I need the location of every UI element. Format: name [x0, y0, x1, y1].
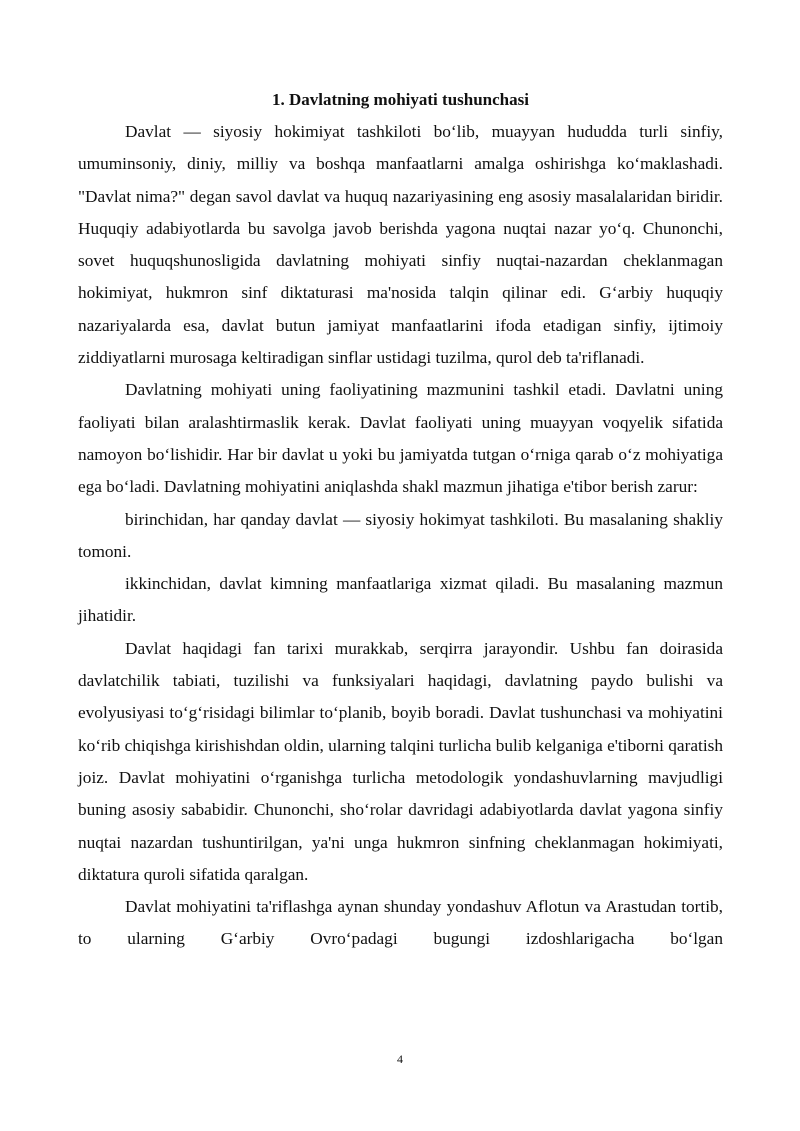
paragraph-4: ikkinchidan, davlat kimning manfaatlariga xizmat qiladi. Bu masalaning mazmun jihatidir.: [78, 574, 723, 626]
document-page: [78, 88, 723, 956]
paragraph-5: Davlat haqidagi fan tarixi murakkab, serqirra jarayondir. Ushbu fan doirasida davlatchilik tabiati, tuzilishi va funksiyalari haqidagi, davlatning paydo bulishi va evolyusiyasi to‘g‘risidagi bilimlar to‘planib, boyib boradi. Davlat tushunchasi va mohiyatini ko‘rib chiqishga kirishishdan oldin, ularning talqini turlicha bulib kelganiga e'tiborni qaratish joiz. Davlat mohiyatini o‘rganishga turlicha metodologik yondashuvlarning mavjudligi buning asosiy sababidir. Chunonchi, sho‘rolar davridagi adabiyotlarda davlat yagona sinfiy nuqtai nazardan tushuntirilgan, ya'ni unga hukmron sinfning cheklanmagan hokimiyati, diktatura quroli sifatida qaralgan.: [78, 638, 723, 884]
page-number: 4: [397, 1052, 403, 1066]
paragraph-6: Davlat mohiyatini ta'riflashga aynan shunday yondashuv Aflotun va Arastudan tortib, to ularning G‘arbiy Ovro‘padagi bugungi izdoshlarigacha bo‘lgan: [78, 897, 723, 949]
paragraph-2: Davlatning mohiyati uning faoliyatining mazmunini tashkil etadi. Davlatni uning faoliyati bilan aralashtirmaslik kerak. Davlat faoliyati uning muayyan voqyelik sifatida namoyon bo‘lishidir. Har bir davlat u yoki bu jamiyatda tutgan o‘rniga qarab o‘z mohiyatiga ega bo‘ladi. Davlatning mohiyatini aniqlashda shakl mazmun jihatiga e'tibor berish zarur:: [78, 380, 723, 497]
paragraph-3: birinchidan, har qanday davlat — siyosiy hokimyat tashkiloti. Bu masalaning shakliy tomoni.: [78, 509, 723, 561]
paragraph-1: Davlat — siyosiy hokimiyat tashkiloti bo‘lib, muayyan hududda turli sinfiy, umuminsoniy, diniy, milliy va boshqa manfaatlarni amalga oshirishga ko‘maklashadi. "Davlat nima?" degan savol davlat va huquq nazariyasining eng asosiy masalalaridan biridir. Huquqiy adabiyotlarda bu savolga javob berishda yagona nuqtai nazar yo‘q. Chunonchi, sovet huquqshunosligida davlatning mohiyati sinfiy nuqtai-nazardan cheklanmagan hokimiyat, hukmron sinf diktaturasi ma'nosida talqin qilinar edi. G‘arbiy huquqiy nazariyalarda esa, davlat butun jamiyat manfaatlarini ifoda etadigan sinfiy, ijtimoiy ziddiyatlarni murosaga keltiradigan sinflar ustidagi tuzilma, qurol deb ta'riflanadi.: [78, 122, 723, 368]
section-title: 1. Davlatning mohiyati tushunchasi: [272, 90, 529, 109]
